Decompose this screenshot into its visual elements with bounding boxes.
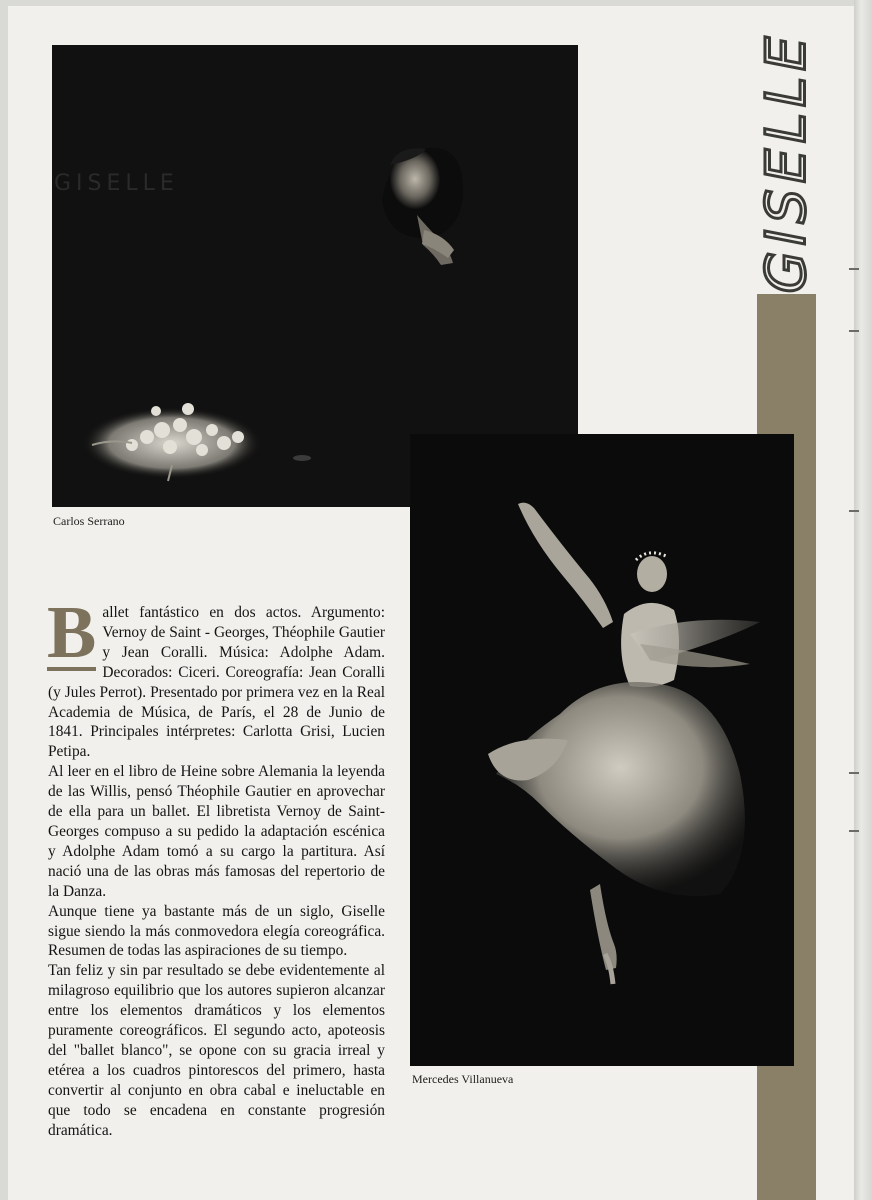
photo-embedded-title: GISELLE [54, 171, 179, 196]
binding-mark [849, 330, 859, 332]
article-paragraph [47, 592, 385, 762]
article-paragraph: Tan feliz y sin par resultado se debe evidentemente al milagroso equilibrio que los autores supieron alcanzar entre los elementos dramáticos y los elementos puramente coreográficos. El segundo acto, apoteosis del "ballet blanco", se opone con su gracia irreal y etérea a los cuadros pintorescos del primero, hasta convertir al conjunto en obra cabal e ineluctable en que todo se encadena en constante progresión dramática. [48, 962, 385, 1139]
page-edge [854, 0, 872, 1200]
binding-mark [849, 772, 859, 774]
page-title: GISELLE [754, 30, 818, 294]
photo-caption-bottom: Mercedes Villanueva [412, 1072, 514, 1086]
photo-ballerina [410, 434, 794, 1066]
binding-mark [849, 830, 859, 832]
drop-cap: B [47, 592, 97, 674]
photo-caption-top: Carlos Serrano [53, 514, 125, 528]
binding-mark [849, 510, 859, 512]
article-paragraph-text: allet fantástico en dos actos. Argumento: Vernoy de Saint - Georges, Théophile Gautier y Jean Coralli. Música: Adolphe Adam. Decorados: Ciceri. Coreografía: Jean Coralli (y Jules Perrot). Presentado por primera vez en la Real Academia de Música, de París, el 28 de Junio de 1841. Principales intérpretes: Carlotta Grisi, Lucien Petipa. [48, 604, 385, 761]
article-paragraph: Al leer en el libro de Heine sobre Alemania la leyenda de las Willis, pensó Théophile Gautier en aprovechar de ella para un ballet. El libretista Vernoy de Saint-Georges compuso a su pedido la adaptación escénica y Adolphe Adam tomó a su cargo la partitura. Así nació una de las obras más famosas del repertorio de la Danza. [48, 763, 385, 900]
article-paragraph: Aunque tiene ya bastante más de un siglo, Giselle sigue siendo la más conmovedora elegía coreográfica. Resumen de todas las aspiraciones de su tiempo. [48, 902, 385, 960]
article-body [47, 592, 385, 1140]
binding-mark [849, 268, 859, 270]
